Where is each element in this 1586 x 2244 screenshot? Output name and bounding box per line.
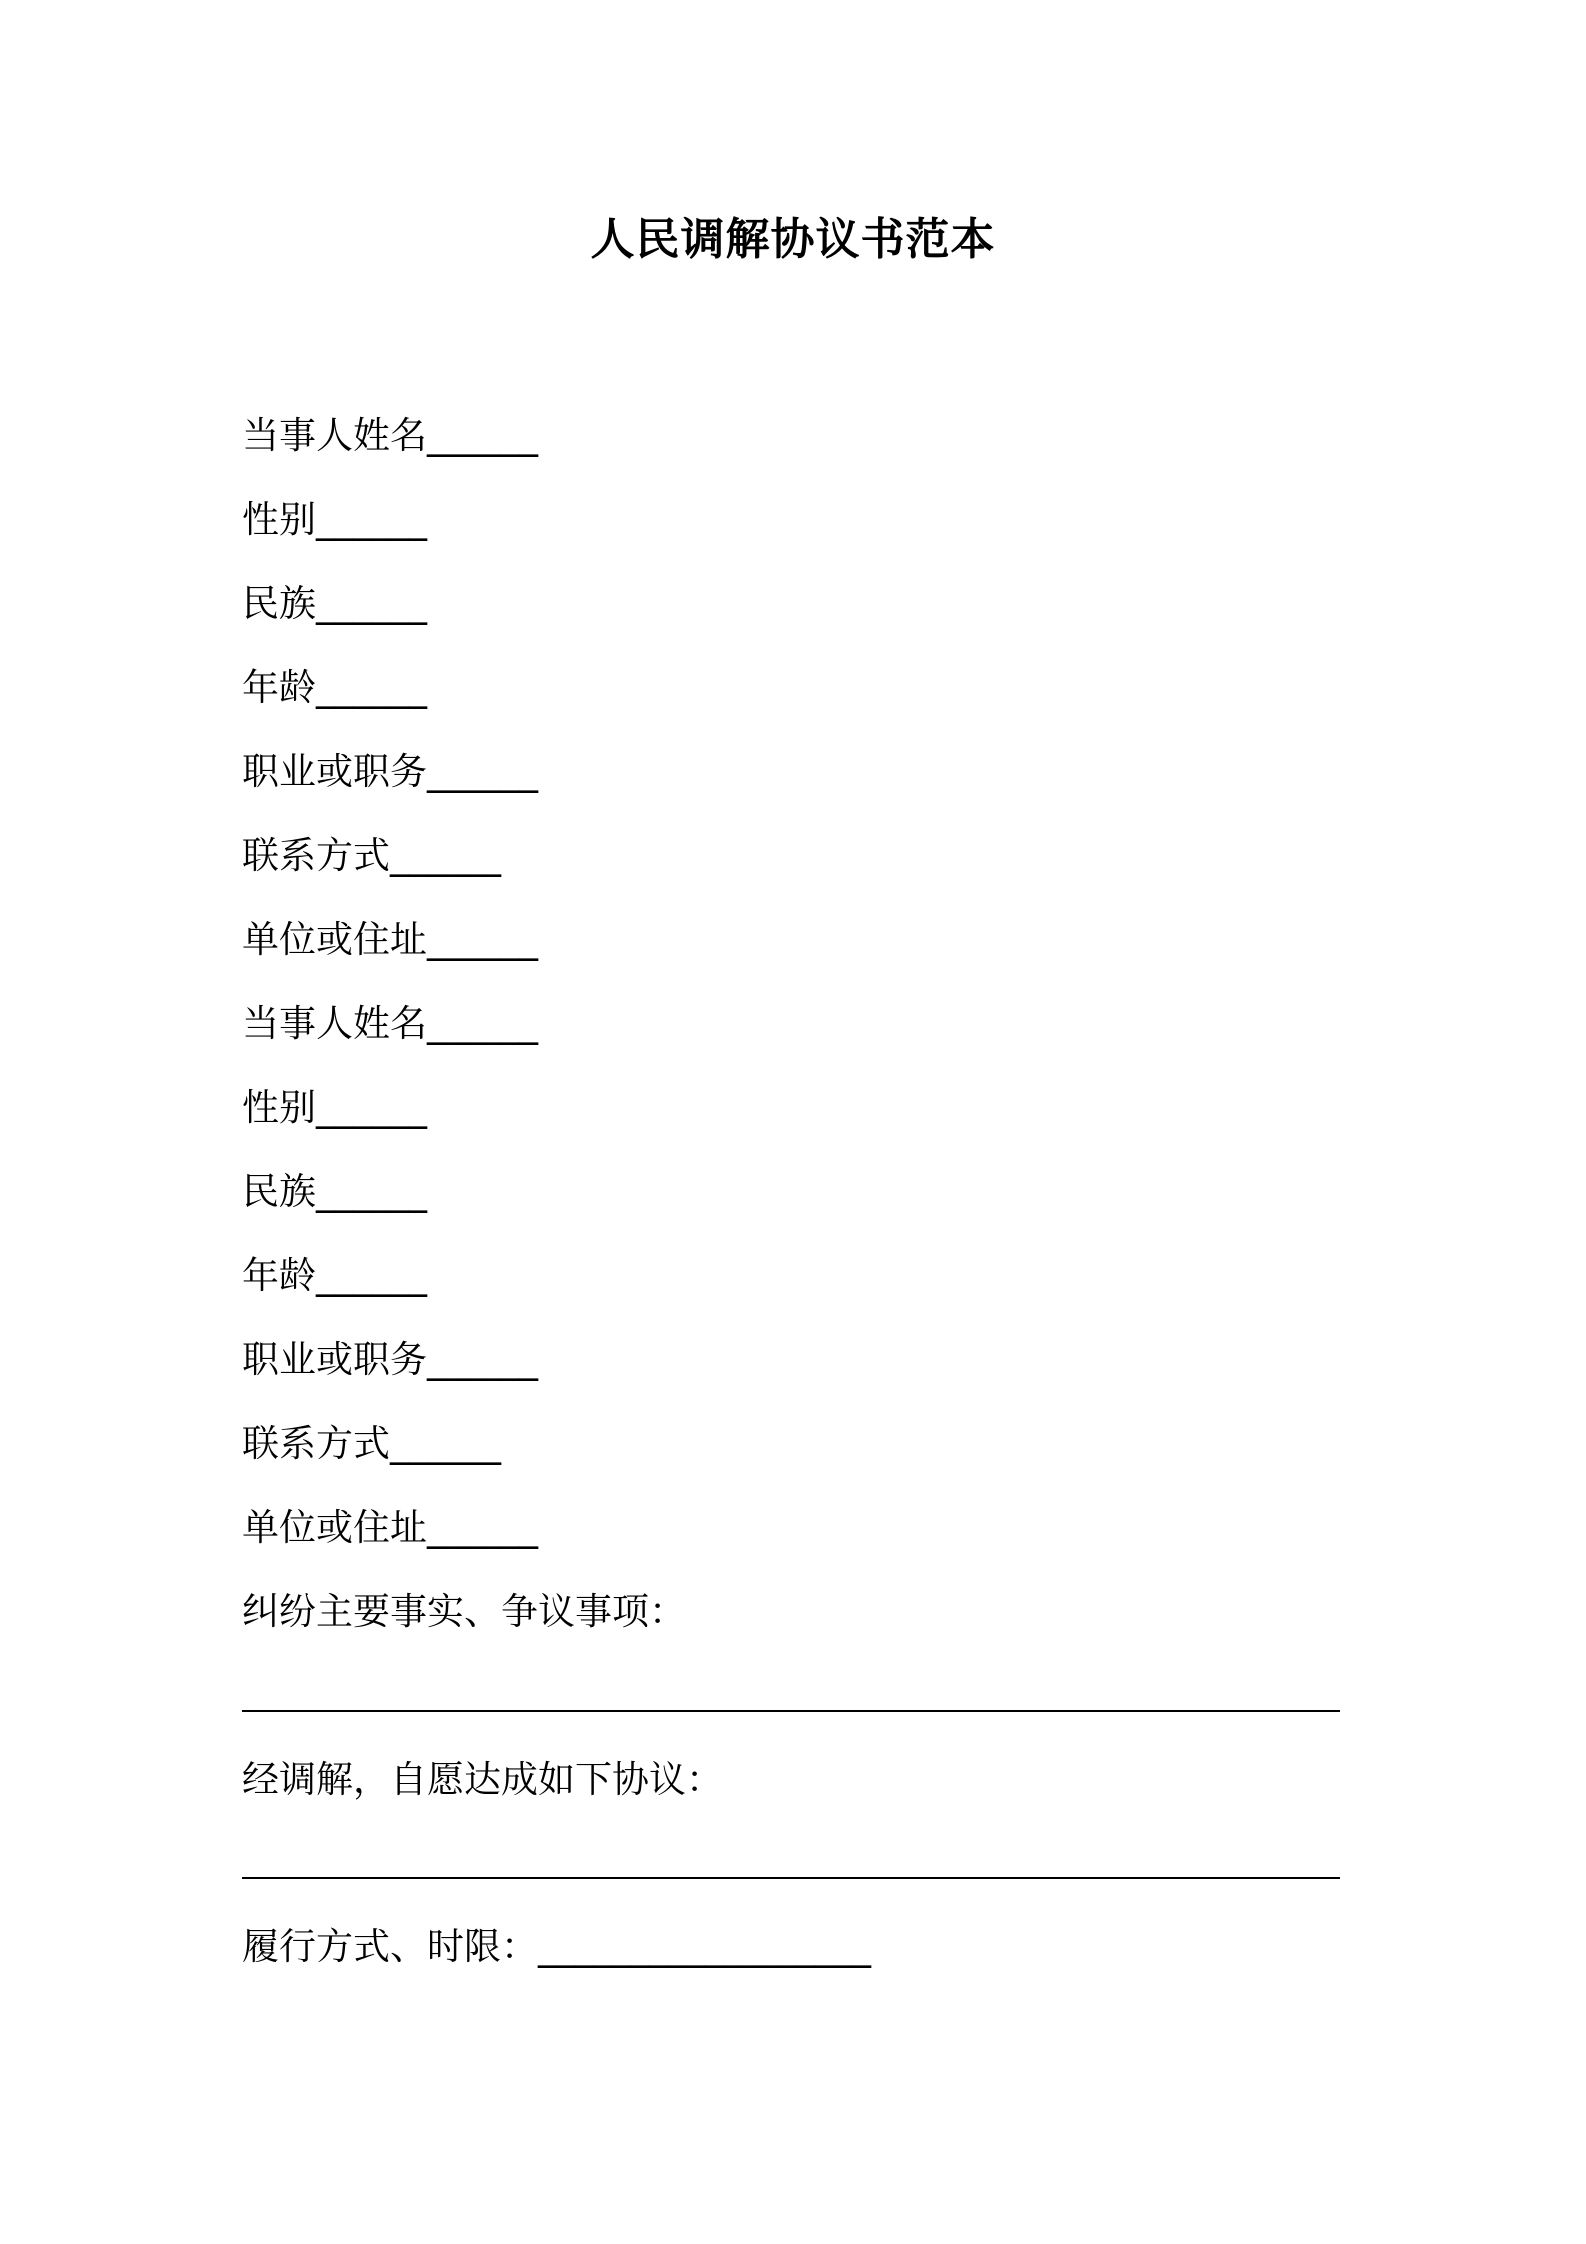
party2-address-field: 单位或住址______ [242,1506,538,1549]
party2-name-field: 当事人姓名______ [242,1002,538,1045]
party2-gender-field: 性别______ [242,1086,427,1129]
party1-contact-field: 联系方式______ [242,834,501,877]
dispute-facts-label: 纠纷主要事实、争议事项： [242,1590,686,1633]
party2-age-field: 年龄______ [242,1254,427,1297]
party1-name-field: 当事人姓名______ [242,414,538,457]
dispute-facts-blank-line [242,1710,1340,1712]
agreement-blank-line [242,1877,1340,1879]
party2-ethnicity-field: 民族______ [242,1170,427,1213]
party1-ethnicity-field: 民族______ [242,582,427,625]
party1-gender-field: 性别______ [242,498,427,541]
agreement-label: 经调解，自愿达成如下协议： [242,1758,723,1801]
performance-terms-field: 履行方式、时限：__________________ [242,1925,871,1968]
document-title: 人民调解协议书范本 [590,214,996,265]
party1-age-field: 年龄______ [242,666,427,709]
party1-address-field: 单位或住址______ [242,918,538,961]
party2-contact-field: 联系方式______ [242,1422,501,1465]
party1-occupation-field: 职业或职务______ [242,750,538,793]
party2-occupation-field: 职业或职务______ [242,1338,538,1381]
